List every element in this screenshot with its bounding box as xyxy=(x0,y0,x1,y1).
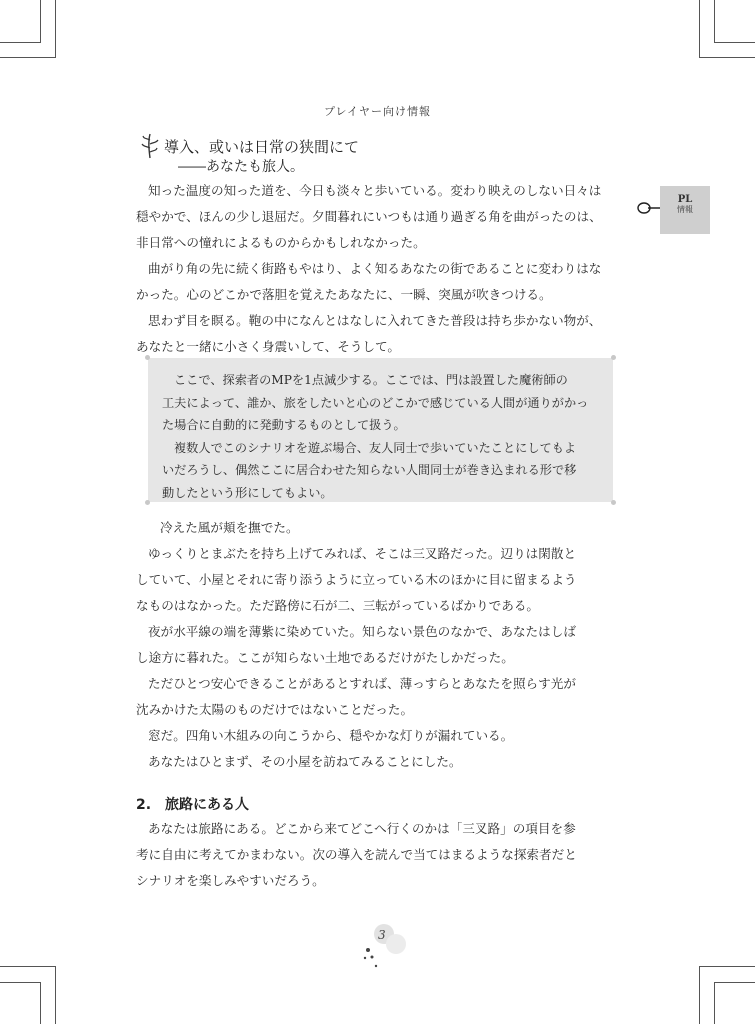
text-line: 冷えた風が頬を撫でた。 xyxy=(160,520,299,535)
side-tab-label-info: 情報 xyxy=(677,205,693,214)
side-tab-label-pl: PL xyxy=(677,194,693,205)
box-corner-ornament xyxy=(611,500,616,505)
text-line: ゆっくりとまぶたを持ち上げてみれば、そこは三叉路だった。辺りは閑散と xyxy=(148,546,577,561)
text-line: シナリオを楽しみやすいだろう。 xyxy=(136,873,325,888)
page-number: 3 xyxy=(378,928,386,942)
intro-paragraphs xyxy=(136,178,636,360)
box-corner-ornament xyxy=(145,355,150,360)
gm-note-box xyxy=(148,358,613,502)
page-number-badge xyxy=(360,924,420,974)
arrival-paragraphs xyxy=(136,515,636,775)
section-2-paragraphs xyxy=(136,816,636,894)
text-line: た場合に自動的に発動するものとして扱う。 xyxy=(162,418,406,432)
text-line: あなたと一緒に小さく身震いして、そうして。 xyxy=(136,339,400,354)
text-line: 夜が水平線の端を薄紫に染めていた。知らない景色のなかで、あなたはしば xyxy=(148,624,576,639)
text-line: 穏やかで、ほんの少し退屈だ。夕間暮れにいつもは通り過ぎる角を曲がったのは、 xyxy=(136,209,602,224)
text-line: 窓だ。四角い木組みの向こうから、穏やかな灯りが漏れている。 xyxy=(148,728,514,743)
text-line: し途方に暮れた。ここが知らない土地であるだけがたしかだった。 xyxy=(136,650,514,665)
text-line: ここで、探索者のMPを1点減少する。ここでは、門は設置した魔術師の xyxy=(174,373,568,387)
box-corner-ornament xyxy=(611,355,616,360)
text-line: 工夫によって、誰か、旅をしたいと心のどこかで感じている人間が通りがかっ xyxy=(162,395,589,410)
text-line: 曲がり角の先に続く街路もやはり、よく知るあなたの街であることに変わりはな xyxy=(148,261,602,276)
box-corner-ornament xyxy=(145,500,150,505)
text-line: 考に自由に考えてかまわない。次の導入を読んで当てはまるような探索者だと xyxy=(136,847,577,862)
text-line: 沈みかけた太陽のものだけではないことだった。 xyxy=(136,702,414,717)
section-2-heading: 2. 旅路にある人 xyxy=(136,797,250,813)
text-line: 知った温度の知った道を、今日も淡々と歩いている。変わり映えのしない日々は xyxy=(148,183,602,198)
text-line: かった。心のどこかで落胆を覚えたあなたに、一瞬、突風が吹きつける。 xyxy=(136,287,552,302)
page-number-bubbles xyxy=(360,924,420,974)
section-title-text: 導入、或いは日常の狭間にて xyxy=(164,137,360,156)
text-line: あなたは旅路にある。どこから来てどこへ行くのかは「三叉路」の項目を参 xyxy=(148,821,576,836)
text-line: 複数人でこのシナリオを遊ぶ場合、友人同士で歩いていたことにしてもよ xyxy=(174,440,577,455)
sprig-icon xyxy=(140,132,160,160)
text-line: 動したという形にしてもよい。 xyxy=(162,485,333,500)
text-line: なものはなかった。ただ路傍に石が二、三転がっているばかりである。 xyxy=(136,598,539,613)
text-line: 非日常への憧れによるものからかもしれなかった。 xyxy=(136,235,426,250)
text-line: あなたはひとまず、その小屋を訪ねてみることにした。 xyxy=(148,754,462,769)
text-line: いだろうし、偶然ここに居合わせた知らない人間同士が巻き込まれる形で移 xyxy=(162,463,577,477)
text-line: 思わず目を瞑る。鞄の中になんとはなしに入れてきた普段は持ち歩かない物が、 xyxy=(148,313,602,328)
text-line: ただひとつ安心できることがあるとすれば、薄っすらとあなたを照らす光が xyxy=(148,676,576,691)
running-header: プレイヤー向け情報 xyxy=(323,105,431,118)
side-index-tab xyxy=(660,186,710,234)
section-subtitle: ――あなたも旅人。 xyxy=(178,159,304,175)
text-line: していて、小屋とそれに寄り添うように立っている木のほかに目に留まるよう xyxy=(136,572,577,587)
